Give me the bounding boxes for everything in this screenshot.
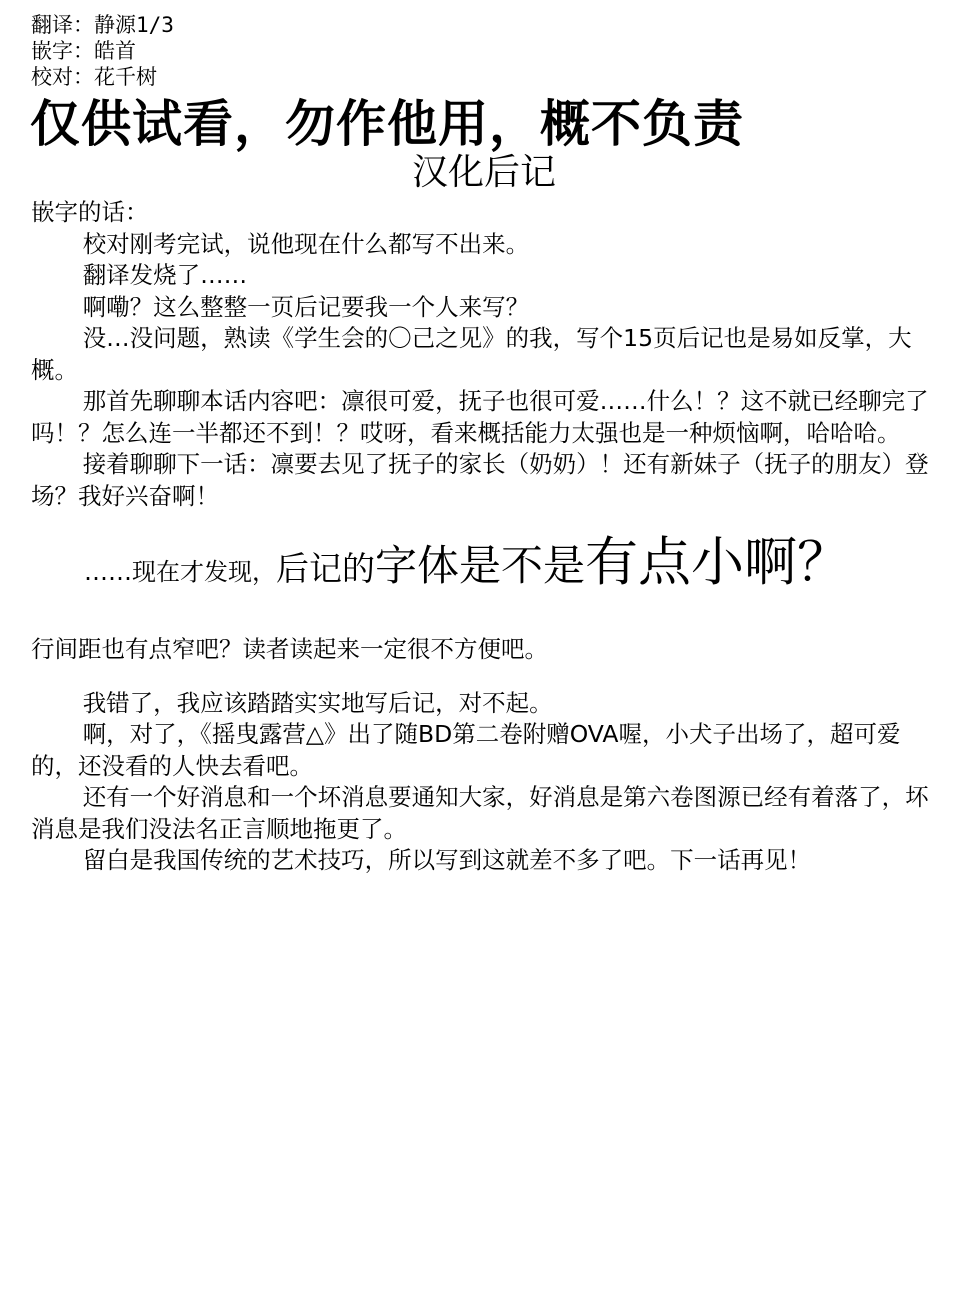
paragraph: 啊嘞？这么整整一页后记要我一个人来写？ <box>82 292 530 321</box>
line-spacing-note: 行间距也有点窄吧？读者读起来一定很不方便吧。 <box>31 635 548 663</box>
paragraph: 翻译发烧了…… <box>82 261 248 289</box>
paragraph: 啊，对了，《摇曳露营△》出了随BD第二卷附赠OVA喔，小犬子出场了，超可爱的，还没看的人快去看吧。 <box>31 720 901 780</box>
growing-font-part-2: 后记的 <box>276 549 375 588</box>
paragraph: 那首先聊聊本话内容吧：凛很可爱，抚子也很可爱……什么！？这不就已经聊完了吗！？怎么连一半都还不到！？哎呀，看来概括能力太强也是一种烦恼啊，哈哈哈。 <box>31 387 929 447</box>
paragraph: 校对刚考完试，说他现在什么都写不出来。 <box>82 229 530 258</box>
paragraph: 没…没问题，熟读《学生会的〇己之见》的我，写个15页后记也是易如反掌，大概。 <box>31 324 912 384</box>
credits-block <box>31 12 174 90</box>
credit-typesetting: 嵌字：皓首 <box>31 39 136 63</box>
growing-font-part-1: ……现在才发现， <box>84 558 276 586</box>
growing-font-part-4: 有点小啊？ <box>585 532 851 593</box>
paragraph: 留白是我国传统的艺术技巧，所以写到这就差不多了吧。下一话再见！ <box>82 846 812 874</box>
spacer <box>31 666 937 688</box>
spacer <box>31 596 937 634</box>
paragraph: 还有一个好消息和一个坏消息要通知大家，好消息是第六卷图源已经有着落了，坏消息是我们没法名正言顺地拖更了。 <box>31 783 929 843</box>
disclaimer-heading: 仅供试看，勿作他用，概不负责 <box>30 95 744 153</box>
lead-line: 嵌字的话： <box>31 198 149 226</box>
afterword-body <box>31 197 937 877</box>
credit-translation: 翻译：静源1/3 <box>31 13 174 37</box>
growing-font-part-3: 字体是不是 <box>375 541 586 590</box>
credit-proofreading: 校对：花千树 <box>31 65 157 89</box>
page-title: 汉化后记 <box>411 152 556 193</box>
growing-font-line <box>31 530 937 596</box>
paragraph: 我错了，我应该踏踏实实地写后记，对不起。 <box>82 688 553 717</box>
paragraph: 接着聊聊下一话：凛要去见了抚子的家长（奶奶）！还有新妹子（抚子的朋友）登场？我好兴奋啊！ <box>31 450 929 510</box>
